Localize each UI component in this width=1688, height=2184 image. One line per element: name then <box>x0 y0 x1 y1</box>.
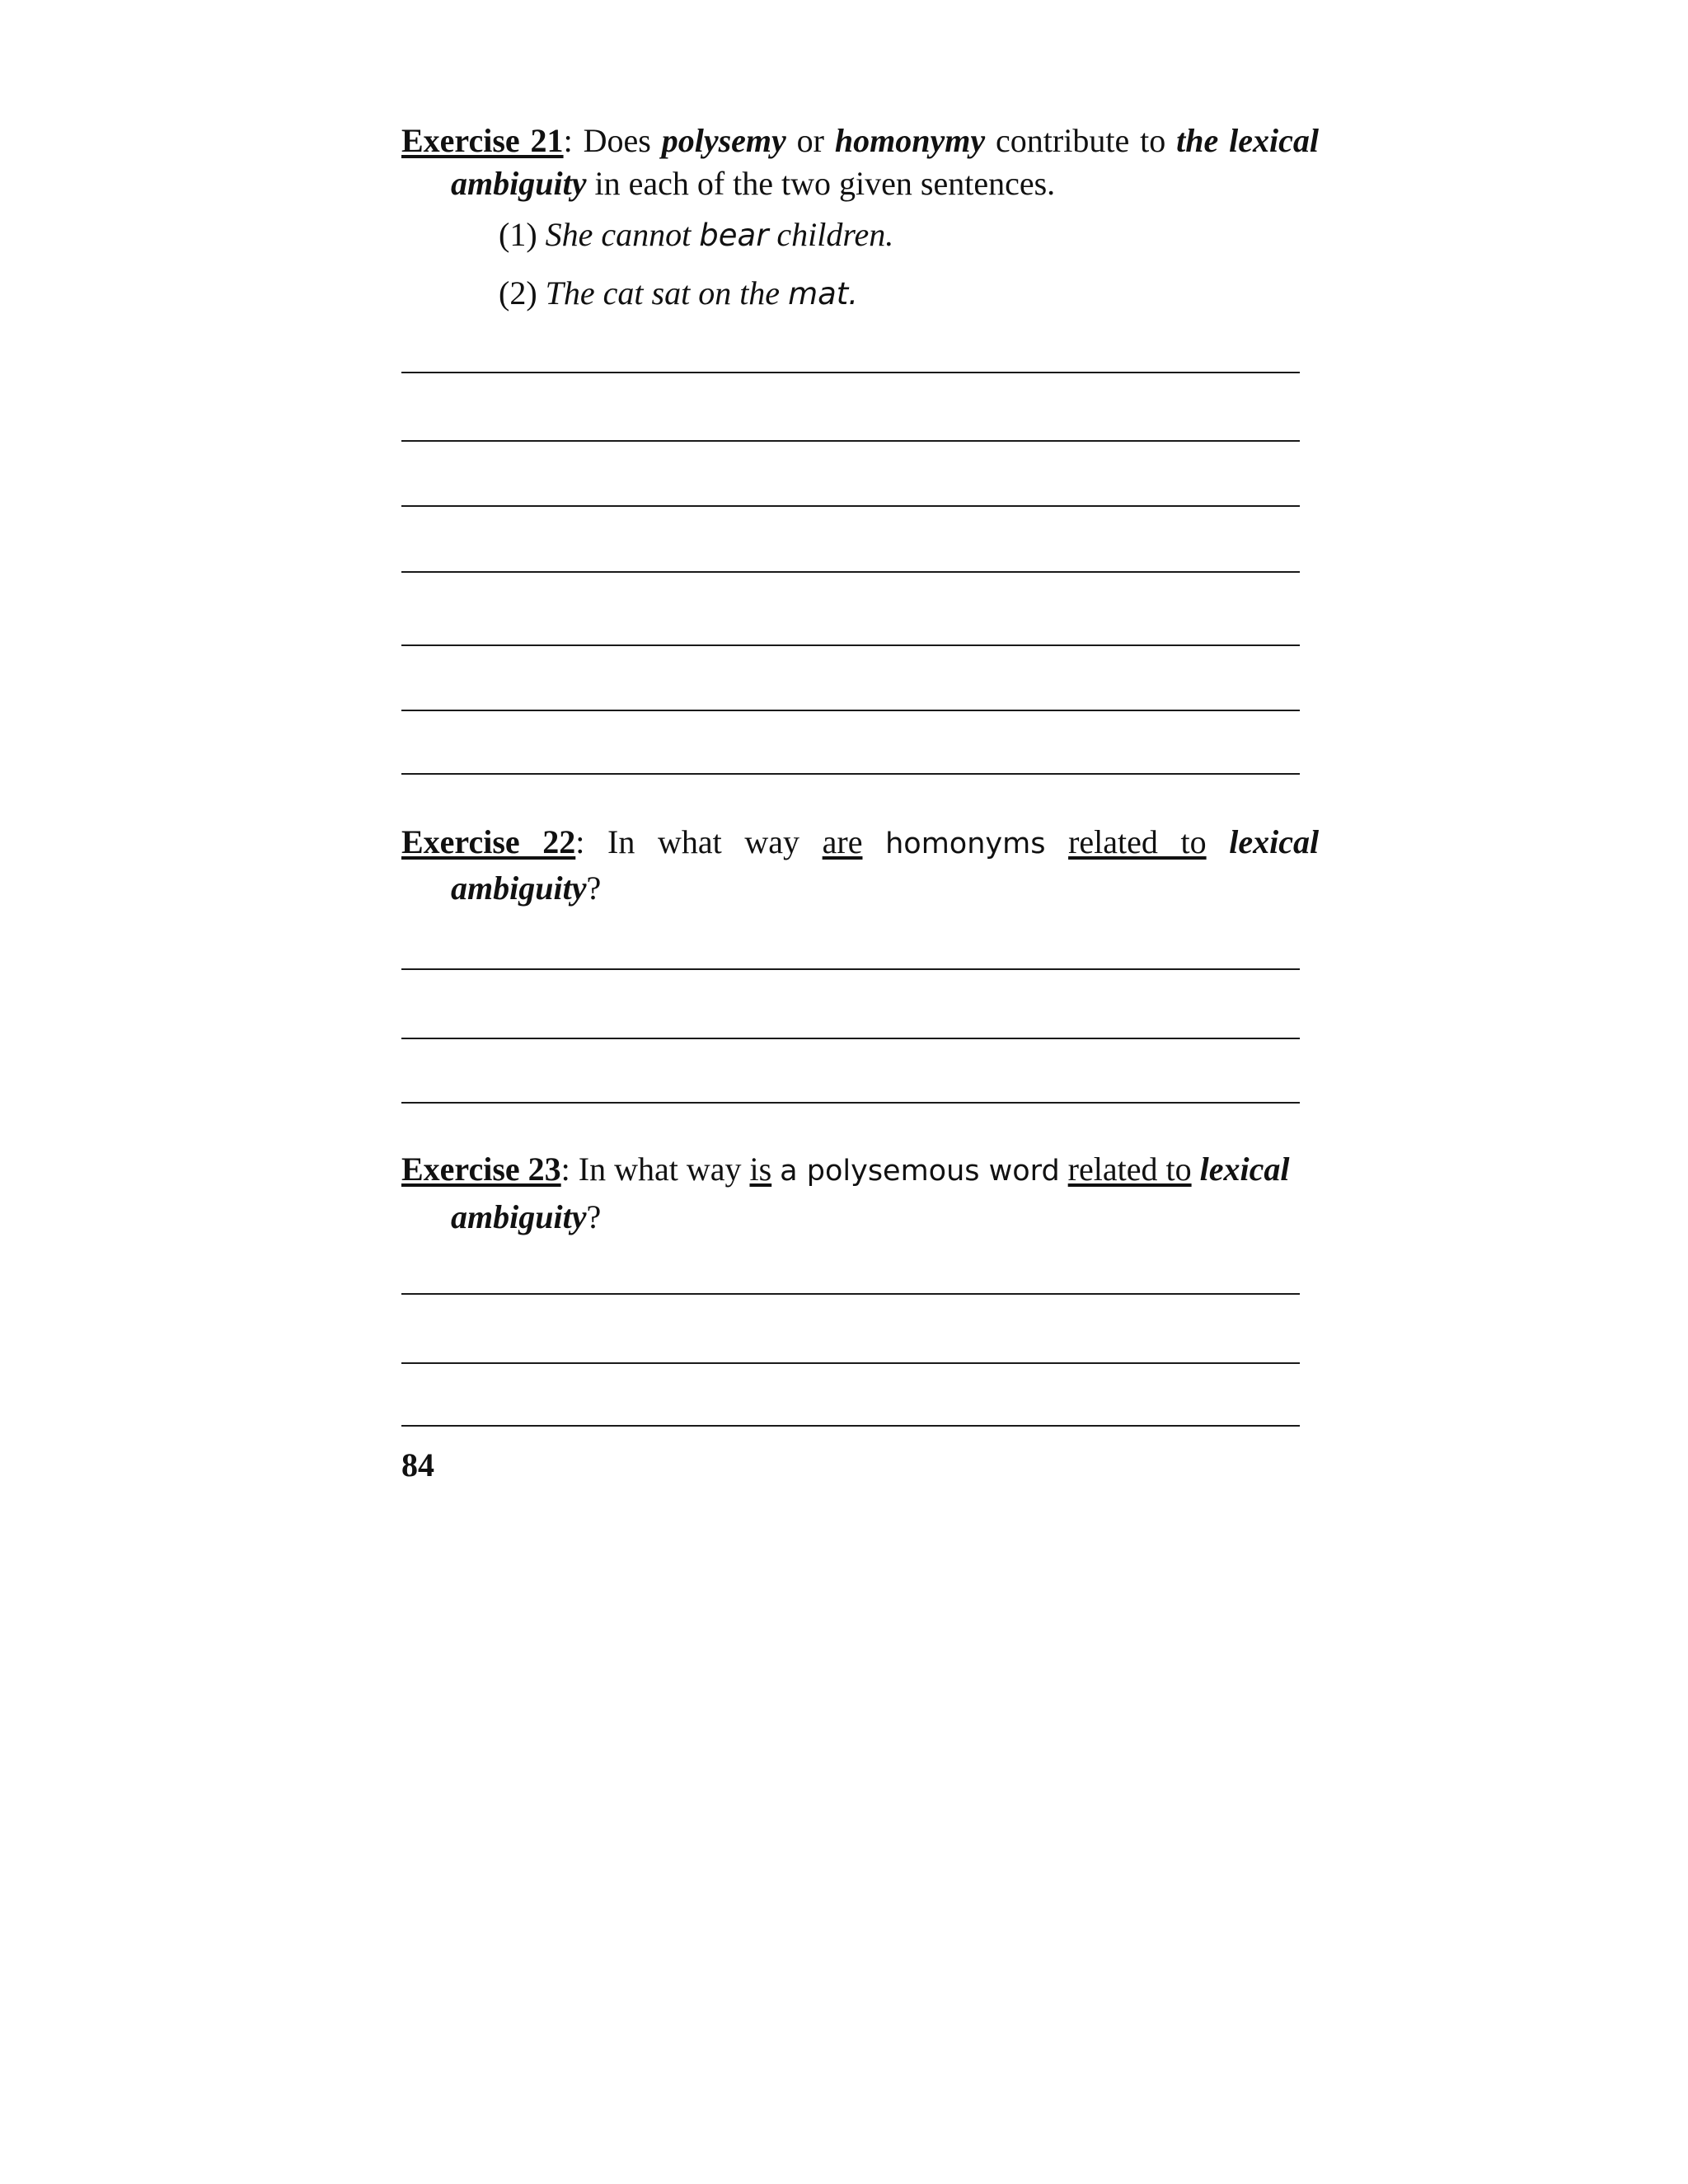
exercise-23-label: Exercise 23 <box>401 1151 561 1188</box>
term-lexical: lexical <box>1199 1151 1290 1188</box>
term-lexical: lexical <box>1229 823 1320 860</box>
text <box>1060 1151 1068 1188</box>
exercise-21-question-line-2 <box>451 162 1319 205</box>
keyword-mat: mat. <box>788 276 859 312</box>
answer-line[interactable] <box>401 440 1300 442</box>
text <box>771 1151 780 1188</box>
exercise-21-label: Exercise 21 <box>401 122 564 159</box>
word-is: is <box>749 1151 772 1188</box>
phrase-related-to: related to <box>1067 1151 1192 1188</box>
exercise-22-question-line-1 <box>401 821 1319 865</box>
phrase-related-to: related to <box>1068 823 1207 860</box>
term-ambiguity: ambiguity <box>451 165 587 202</box>
keyword-polysemous-word: a polysemous word <box>780 1155 1060 1188</box>
answer-line[interactable] <box>401 1102 1300 1104</box>
text: : Does <box>563 122 662 159</box>
answer-line[interactable] <box>401 968 1300 970</box>
exercise-22-label: Exercise 22 <box>401 823 576 860</box>
text: way <box>744 823 800 860</box>
text: She cannot <box>545 216 700 253</box>
text: : In what way <box>560 1151 750 1188</box>
word-are: are <box>822 823 863 860</box>
text: children. <box>768 216 894 253</box>
exercise-21-question-line-1 <box>401 120 1319 162</box>
text: contribute to <box>985 122 1177 159</box>
text: : <box>575 823 585 860</box>
answer-line[interactable] <box>401 710 1300 711</box>
text: In <box>607 823 635 860</box>
text: ? <box>586 1198 602 1235</box>
page-number: 84 <box>401 1446 434 1483</box>
term-polysemy: polysemy <box>661 122 786 159</box>
term-ambiguity: ambiguity <box>451 1198 587 1235</box>
answer-line[interactable] <box>401 1038 1300 1039</box>
answer-line[interactable] <box>401 644 1300 646</box>
text <box>1192 1151 1200 1188</box>
example-sentence-2 <box>499 272 858 316</box>
answer-line[interactable] <box>401 571 1300 573</box>
term-homonymy: homonymy <box>834 122 986 159</box>
answer-line[interactable] <box>401 773 1300 775</box>
answer-line[interactable] <box>401 505 1300 507</box>
text: what <box>657 823 722 860</box>
keyword-homonyms: homonyms <box>885 827 1046 860</box>
keyword-bear: bear <box>699 218 769 253</box>
answer-line[interactable] <box>401 1362 1300 1364</box>
exercise-22-question-line-2 <box>451 867 1319 910</box>
text: The cat sat on the <box>545 274 789 312</box>
exercise-23-question-line-2 <box>451 1196 1319 1239</box>
sentence-number: (1) <box>499 216 546 253</box>
term-the-lexical: the lexical <box>1176 122 1320 159</box>
exercise-23-question-line-1 <box>401 1148 1319 1193</box>
answer-line[interactable] <box>401 1425 1300 1427</box>
text: in each of the two given sentences. <box>586 165 1056 202</box>
term-ambiguity: ambiguity <box>451 869 587 907</box>
text: ? <box>586 869 602 907</box>
answer-line[interactable] <box>401 1293 1300 1295</box>
example-sentence-1 <box>499 213 893 257</box>
text: or <box>785 122 835 159</box>
answer-line[interactable] <box>401 372 1300 373</box>
sentence-number: (2) <box>499 274 546 312</box>
